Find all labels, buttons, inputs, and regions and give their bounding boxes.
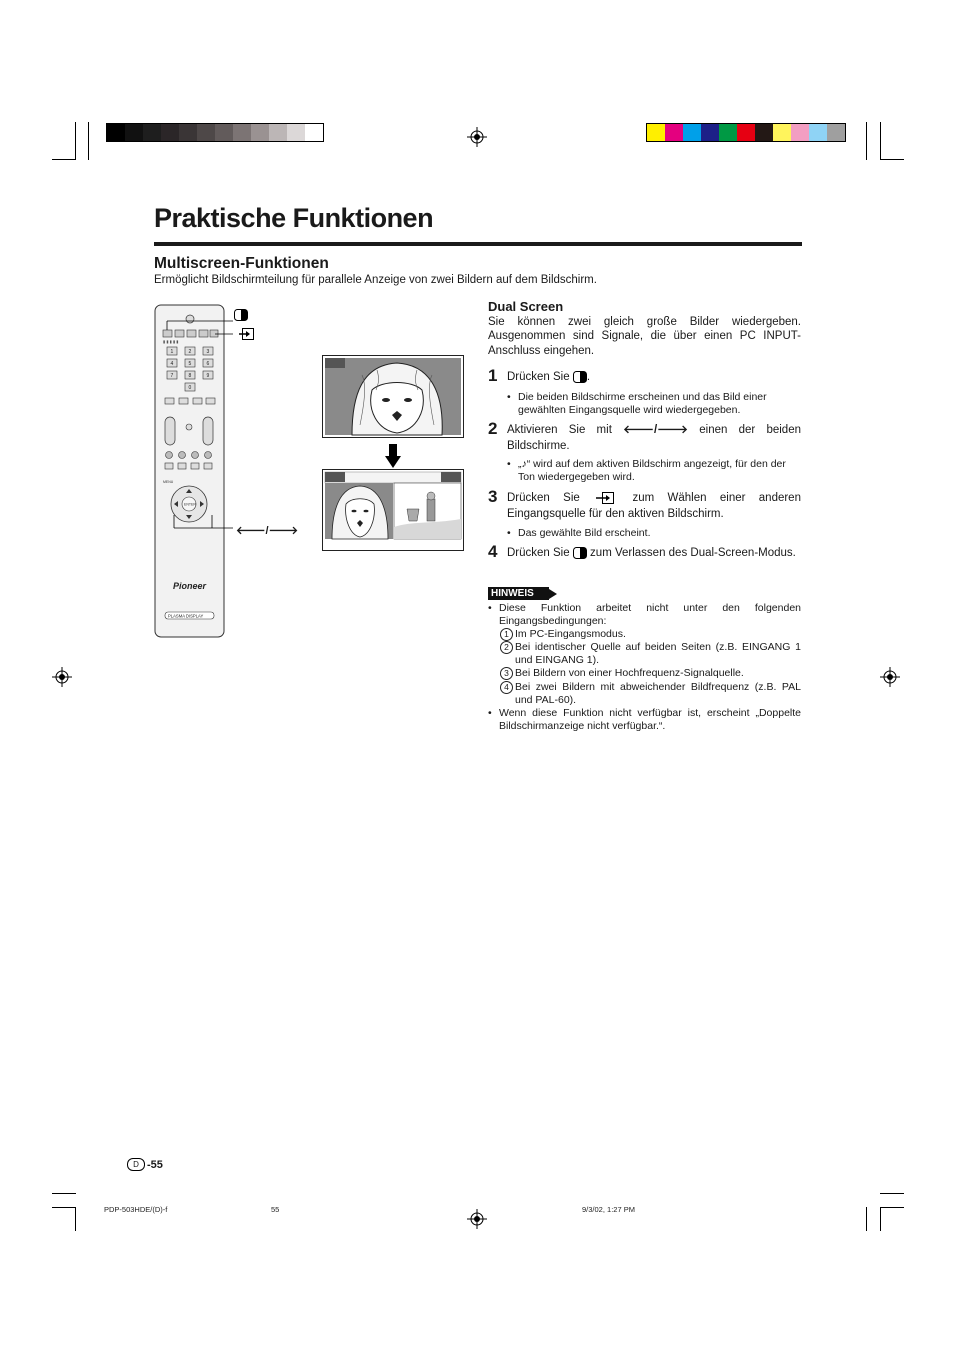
dual-screen-button-icon: [573, 547, 587, 559]
svg-text:▮ ▮ ▮ ▮ ▮: ▮ ▮ ▮ ▮ ▮: [163, 339, 179, 344]
color-swatch: [143, 124, 161, 141]
title-rule: [154, 242, 802, 246]
dual-screen-section: [488, 300, 801, 358]
color-swatch: [683, 124, 701, 141]
color-swatch: [737, 124, 755, 141]
page-title: Praktische Funktionen: [154, 203, 434, 233]
keypad-label: 5: [188, 361, 192, 367]
input-select-button-icon: [593, 491, 619, 505]
keypad-label: 3: [206, 349, 210, 355]
registration-mark-icon: [467, 127, 487, 147]
color-swatch: [809, 124, 827, 141]
remote-control-illustration: [153, 303, 278, 640]
color-swatch: [305, 124, 323, 141]
color-swatch: [161, 124, 179, 141]
color-swatch: [701, 124, 719, 141]
color-calibration-bar: [646, 123, 846, 142]
color-swatch: [107, 124, 125, 141]
step-3: 3 Drücken Sie zum Wählen einer anderen Eingangsquelle für den aktiven Bildschirm. • Das gewählte Bild erscheint.: [488, 487, 801, 540]
language-badge: D: [127, 1158, 145, 1171]
footer-date: 9/3/02, 1:27 PM: [582, 1205, 635, 1214]
arrow-right-icon: 🡒: [657, 424, 689, 436]
arrow-right-icon: 🡒: [268, 525, 299, 537]
note-item: 1 Im PC-Eingangsmodus.: [500, 628, 801, 641]
grayscale-calibration-bar: [106, 123, 324, 142]
music-note-icon: ♪: [521, 458, 527, 470]
arrow-left-icon: 🡐: [623, 424, 654, 436]
color-swatch: [251, 124, 269, 141]
footer-file: PDP-503HDE/(D)-f: [104, 1205, 168, 1214]
note-section: • Diese Funktion arbeitet nicht unter den folgenden Eingangsbedingungen: 1 Im PC-Eingangsmodus. 2 Bei identischer Quelle auf beiden Seiten (z.B. EINGANG 1 und EINGANG 1). 3 Bei Bildern von einer Hochfrequenz-Signalquelle. 4 Bei zwei Bildern mit abweichender Bildfrequenz (z.B. PAL und PAL-60). • Wenn diese Funktion nicht verfügbar ist, erscheint „Doppelte Bildschirmanzeige nicht verfügbar.“.: [488, 602, 801, 732]
color-swatch: [719, 124, 737, 141]
arrow-left-icon: 🡐: [236, 525, 266, 537]
keypad-label: 9: [206, 373, 210, 379]
step-1: 1 Drücken Sie . • Die beiden Bildschirme erscheinen und das Bild einer gewählten Eingangsquelle wird wiedergegeben.: [488, 366, 767, 416]
note-label: HINWEIS: [488, 587, 549, 600]
arrow-buttons-label: 🡐/🡒: [236, 525, 299, 537]
color-swatch: [197, 124, 215, 141]
svg-text:ENTER: ENTER: [184, 502, 196, 507]
section-title: Multiscreen-Funktionen: [154, 255, 329, 272]
keypad-label: 1: [170, 349, 174, 355]
registration-mark-icon: [880, 667, 900, 687]
footer-page: 55: [271, 1205, 280, 1214]
registration-mark-icon: [52, 667, 72, 687]
note-arrow-icon: [549, 589, 557, 599]
step-2: 2 Aktivieren Sie mit 🡐/🡒 einen der beiden Bildschirme. • „♪“ wird auf dem aktiven Bildschirm angezeigt, für den der Ton wiedergegeben wird.: [488, 419, 801, 483]
dual-screen-button-icon: [234, 309, 248, 321]
registration-mark-icon: [467, 1209, 487, 1229]
color-swatch: [125, 124, 143, 141]
color-swatch: [755, 124, 773, 141]
keypad-label: 2: [188, 349, 192, 355]
color-swatch: [215, 124, 233, 141]
keypad-label: 8: [188, 373, 192, 379]
keypad-label: 6: [206, 361, 210, 367]
input-select-button-icon: [239, 327, 255, 341]
color-swatch: [665, 124, 683, 141]
keypad-label: 7: [170, 373, 174, 379]
color-swatch: [647, 124, 665, 141]
keypad-label: 0: [188, 385, 192, 391]
page-number: D -55: [127, 1158, 163, 1171]
transition-arrow-icon: [385, 444, 401, 468]
color-swatch: [287, 124, 305, 141]
dual-screen-heading: Dual Screen: [488, 299, 564, 314]
color-swatch: [791, 124, 809, 141]
note-item: 2 Bei identischer Quelle auf beiden Seiten (z.B. EINGANG 1 und EINGANG 1).: [500, 641, 801, 667]
svg-text:Pioneer: Pioneer: [173, 581, 207, 591]
color-swatch: [773, 124, 791, 141]
color-swatch: [233, 124, 251, 141]
svg-text:PLASMA DISPLAY: PLASMA DISPLAY: [168, 613, 204, 619]
step-4: 4 Drücken Sie zum Verlassen des Dual-Screen-Modus.: [488, 542, 796, 561]
color-swatch: [179, 124, 197, 141]
note-item: 3 Bei Bildern von einer Hochfrequenz-Signalquelle.: [500, 667, 801, 680]
dual-screen-description: Sie können zwei gleich große Bilder wiedergeben. Ausgenommen sind Signale, die über einen PC INPUT-Anschluss eingehen.: [488, 315, 801, 357]
note-item: 4 Bei zwei Bildern mit abweichender Bildfrequenz (z.B. PAL und PAL-60).: [500, 681, 801, 707]
single-screen-lion-illustration: [322, 355, 464, 438]
svg-text:MENU: MENU: [163, 480, 174, 484]
keypad-label: 4: [170, 361, 174, 367]
dual-screen-illustration: [322, 469, 464, 551]
color-swatch: [827, 124, 845, 141]
dual-screen-button-icon: [573, 371, 587, 383]
intro-text: Ermöglicht Bildschirmteilung für parallele Anzeige von zwei Bildern auf dem Bildschirm.: [154, 274, 597, 286]
color-swatch: [269, 124, 287, 141]
